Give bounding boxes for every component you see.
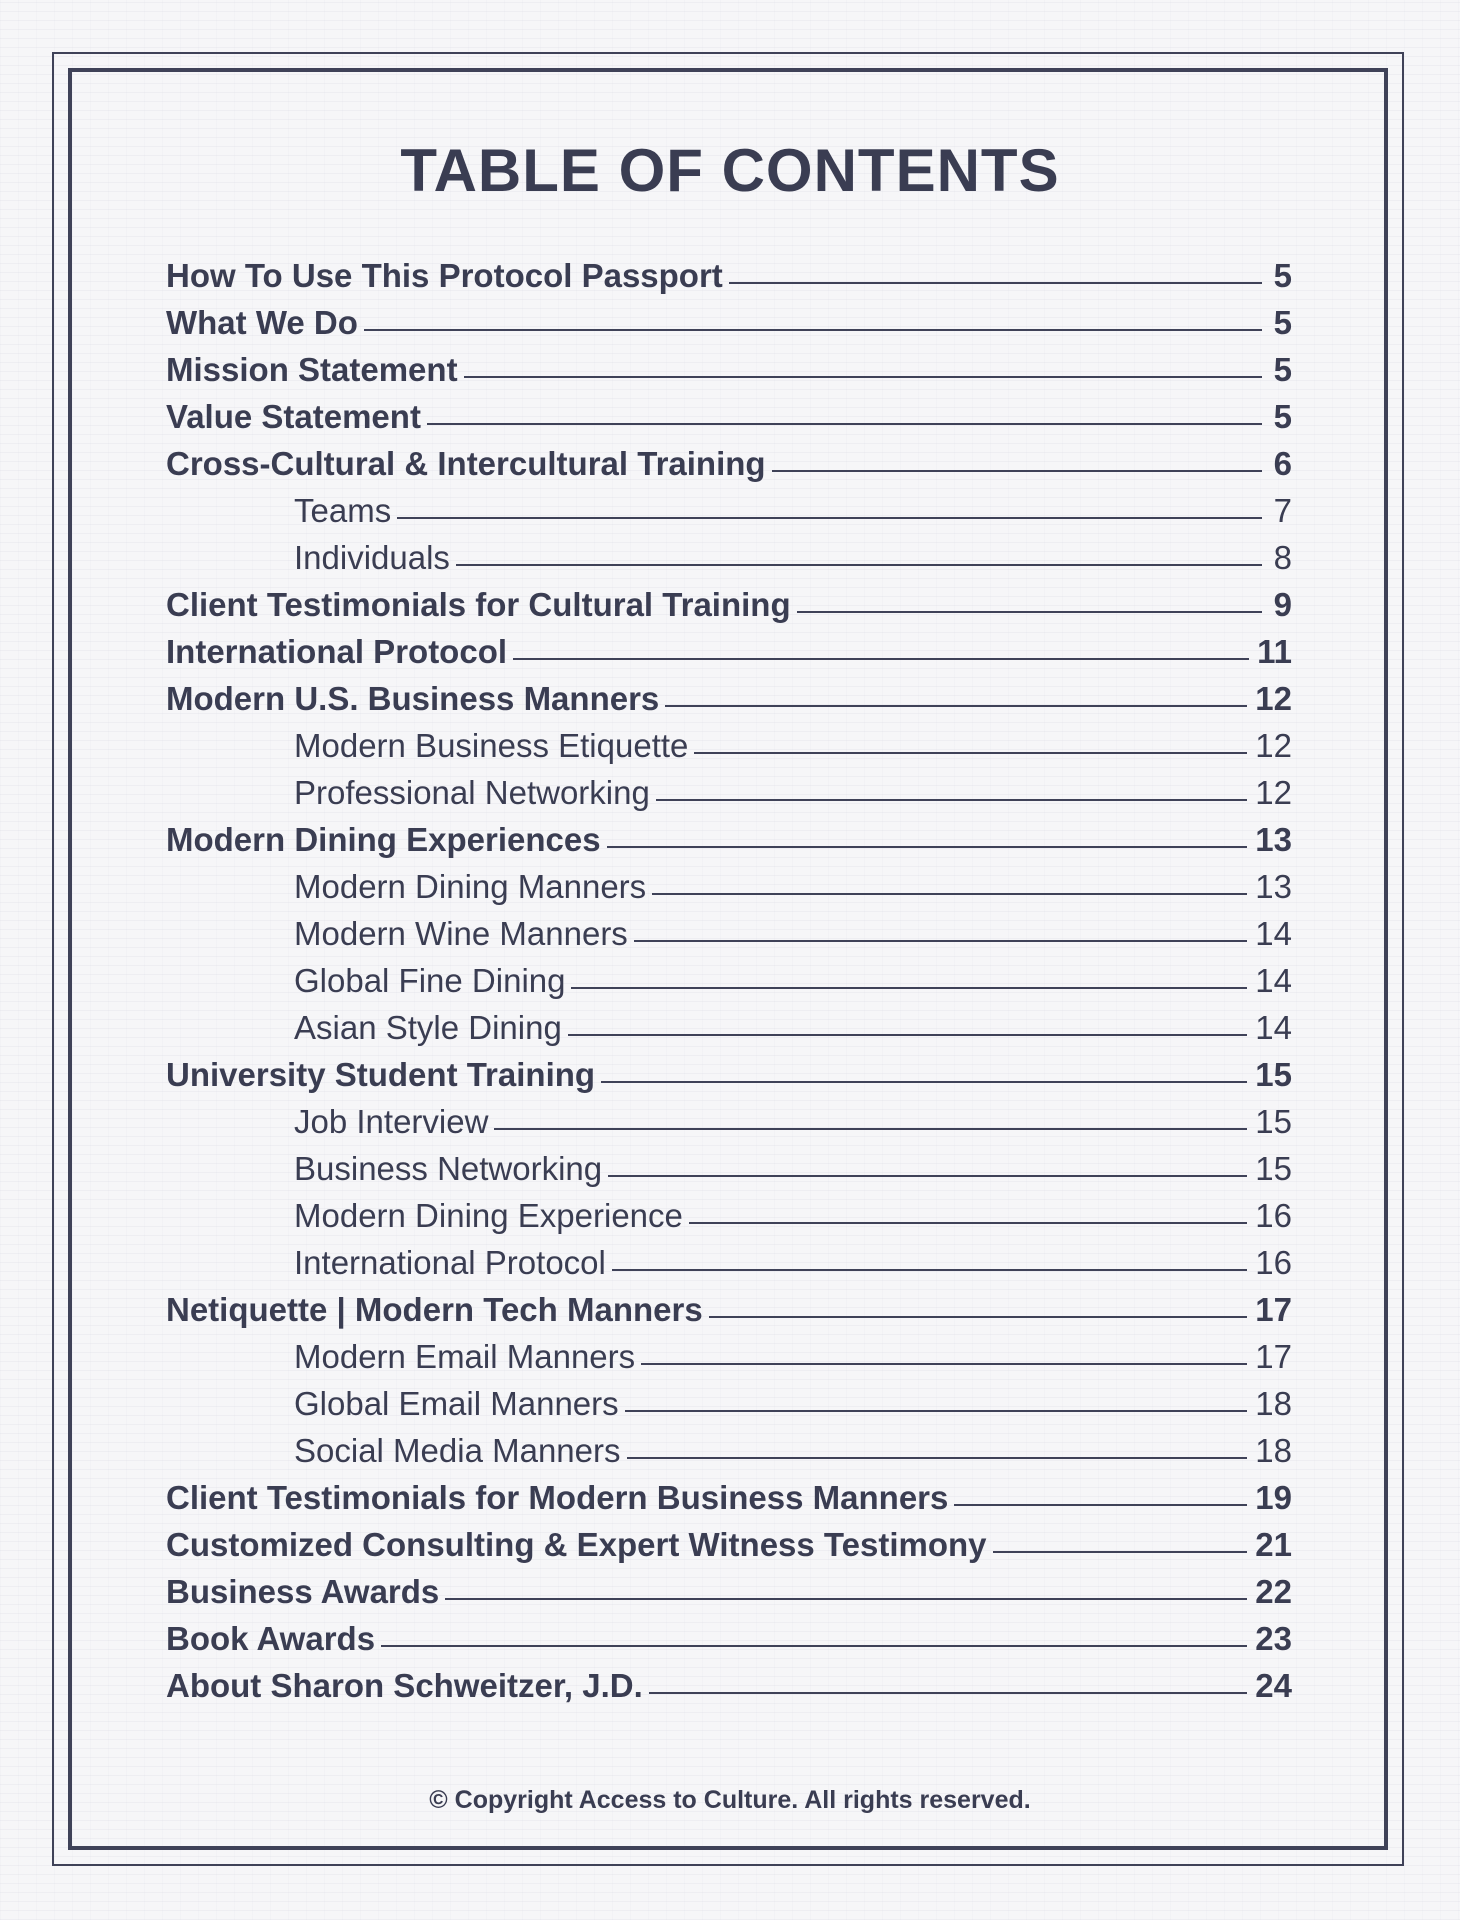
toc-subentry[interactable] <box>166 487 1292 534</box>
toc-entry-label: Individuals <box>294 539 450 576</box>
toc-page-number: 18 <box>1255 1432 1292 1469</box>
toc-page-number: 5 <box>1273 351 1292 388</box>
toc-page-number: 12 <box>1255 680 1292 717</box>
toc-leader-line <box>513 658 1249 660</box>
toc-entry-label: Netiquette | Modern Tech Manners <box>166 1291 703 1328</box>
toc-entry-label: Job Interview <box>294 1103 489 1140</box>
toc-entry-label: Business Networking <box>294 1150 603 1187</box>
toc-leader-line <box>364 329 1262 331</box>
toc-leader-line <box>601 1081 1247 1083</box>
toc-entry-label: Modern Dining Experiences <box>166 821 601 858</box>
toc-leader-line <box>456 564 1262 566</box>
toc-entry-label: International Protocol <box>294 1244 606 1281</box>
toc-subentry[interactable] <box>166 957 1292 1004</box>
toc-page-number: 23 <box>1255 1620 1292 1657</box>
table-of-contents <box>166 252 1292 1709</box>
toc-entry-label: Social Media Manners <box>294 1432 621 1469</box>
toc-leader-line <box>797 611 1262 613</box>
toc-entry-label: International Protocol <box>166 633 508 670</box>
toc-leader-line <box>649 1692 1248 1694</box>
toc-leader-line <box>464 376 1262 378</box>
toc-subentry[interactable] <box>166 910 1292 957</box>
toc-entry-label: Client Testimonials for Cultural Training <box>166 586 791 623</box>
toc-page-number: 22 <box>1255 1573 1292 1610</box>
toc-page-number: 17 <box>1255 1291 1292 1328</box>
toc-entry[interactable] <box>166 675 1292 722</box>
toc-leader-line <box>954 1504 1247 1506</box>
toc-entry[interactable] <box>166 1474 1292 1521</box>
toc-page-number: 14 <box>1255 1009 1292 1046</box>
toc-entry[interactable] <box>166 1286 1292 1333</box>
toc-entry-label: Modern Dining Manners <box>294 868 647 905</box>
toc-page-number: 12 <box>1255 727 1292 764</box>
toc-entry[interactable] <box>166 1662 1292 1709</box>
toc-subentry[interactable] <box>166 534 1292 581</box>
toc-page-number: 15 <box>1255 1103 1292 1140</box>
toc-leader-line <box>694 752 1247 754</box>
toc-page-number: 5 <box>1273 398 1292 435</box>
toc-page-number: 5 <box>1273 257 1292 294</box>
toc-entry[interactable] <box>166 393 1292 440</box>
toc-leader-line <box>993 1551 1248 1553</box>
toc-entry[interactable] <box>166 346 1292 393</box>
toc-entry[interactable] <box>166 1051 1292 1098</box>
toc-entry-label: Global Fine Dining <box>294 962 566 999</box>
toc-subentry[interactable] <box>166 1098 1292 1145</box>
toc-page-number: 14 <box>1255 915 1292 952</box>
toc-leader-line <box>634 940 1247 942</box>
toc-leader-line <box>729 282 1262 284</box>
toc-leader-line <box>397 517 1262 519</box>
toc-leader-line <box>627 1457 1248 1459</box>
toc-subentry[interactable] <box>166 1333 1292 1380</box>
toc-page-number: 24 <box>1255 1667 1292 1704</box>
toc-page-number: 13 <box>1255 868 1292 905</box>
toc-entry-label: How To Use This Protocol Passport <box>166 257 723 294</box>
toc-leader-line <box>607 846 1248 848</box>
toc-page-number: 17 <box>1255 1338 1292 1375</box>
toc-leader-line <box>494 1128 1247 1130</box>
toc-entry-label: Modern U.S. Business Manners <box>166 680 660 717</box>
toc-leader-line <box>709 1316 1248 1318</box>
toc-entry-label: Modern Business Etiquette <box>294 727 689 764</box>
toc-page-number: 18 <box>1255 1385 1292 1422</box>
toc-page-number: 8 <box>1273 539 1292 576</box>
toc-page-number: 5 <box>1273 304 1292 341</box>
toc-subentry[interactable] <box>166 1004 1292 1051</box>
toc-leader-line <box>445 1598 1247 1600</box>
toc-entry-label: University Student Training <box>166 1056 596 1093</box>
toc-subentry[interactable] <box>166 722 1292 769</box>
toc-subentry[interactable] <box>166 769 1292 816</box>
toc-page-number: 14 <box>1255 962 1292 999</box>
toc-entry[interactable] <box>166 299 1292 346</box>
toc-page-number: 15 <box>1255 1056 1292 1093</box>
toc-leader-line <box>665 705 1247 707</box>
toc-leader-line <box>612 1269 1247 1271</box>
toc-entry-label: Modern Email Manners <box>294 1338 636 1375</box>
toc-page-number: 11 <box>1257 633 1292 670</box>
toc-leader-line <box>689 1222 1247 1224</box>
toc-entry-label: Global Email Manners <box>294 1385 619 1422</box>
toc-leader-line <box>427 423 1262 425</box>
toc-entry-label: Client Testimonials for Modern Business Manners <box>166 1479 949 1516</box>
toc-entry-label: Value Statement <box>166 398 421 435</box>
toc-page-number: 15 <box>1255 1150 1292 1187</box>
toc-subentry[interactable] <box>166 1145 1292 1192</box>
toc-entry-label: Book Awards <box>166 1620 376 1657</box>
toc-entry[interactable] <box>166 1615 1292 1662</box>
toc-entry[interactable] <box>166 581 1292 628</box>
toc-entry[interactable] <box>166 1568 1292 1615</box>
toc-leader-line <box>625 1410 1248 1412</box>
toc-subentry[interactable] <box>166 1427 1292 1474</box>
page-title: TABLE OF CONTENTS <box>400 137 1060 204</box>
toc-subentry[interactable] <box>166 1192 1292 1239</box>
toc-page-number: 16 <box>1255 1197 1292 1234</box>
toc-page-number: 7 <box>1273 492 1292 529</box>
toc-subentry[interactable] <box>166 1239 1292 1286</box>
toc-entry-label: Mission Statement <box>166 351 458 388</box>
toc-entry-label: What We Do <box>166 304 358 341</box>
toc-page-number: 16 <box>1255 1244 1292 1281</box>
toc-entry-label: Customized Consulting & Expert Witness Testimony <box>166 1526 987 1563</box>
toc-leader-line <box>381 1645 1247 1647</box>
toc-subentry[interactable] <box>166 1380 1292 1427</box>
copyright-footer: © Copyright Access to Culture. All rights reserved. <box>429 1786 1031 1814</box>
toc-subentry[interactable] <box>166 863 1292 910</box>
toc-entry[interactable] <box>166 628 1292 675</box>
toc-entry[interactable] <box>166 440 1292 487</box>
toc-entry-label: Business Awards <box>166 1573 440 1610</box>
toc-entry[interactable] <box>166 1521 1292 1568</box>
toc-page-number: 21 <box>1255 1526 1292 1563</box>
toc-entry-label: Teams <box>294 492 392 529</box>
toc-leader-line <box>608 1175 1247 1177</box>
toc-page-number: 9 <box>1273 586 1292 623</box>
toc-entry[interactable] <box>166 816 1292 863</box>
toc-entry-label: About Sharon Schweitzer, J.D. <box>166 1667 643 1704</box>
toc-entry-label: Modern Dining Experience <box>294 1197 683 1234</box>
toc-leader-line <box>656 799 1247 801</box>
toc-leader-line <box>652 893 1247 895</box>
toc-page-number: 6 <box>1273 445 1292 482</box>
toc-leader-line <box>571 987 1247 989</box>
toc-entry-label: Modern Wine Manners <box>294 915 628 952</box>
toc-entry-label: Cross-Cultural & Intercultural Training <box>166 445 766 482</box>
toc-leader-line <box>641 1363 1247 1365</box>
toc-entry[interactable] <box>166 252 1292 299</box>
toc-page-number: 13 <box>1255 821 1292 858</box>
toc-leader-line <box>772 470 1262 472</box>
toc-page-number: 12 <box>1255 774 1292 811</box>
toc-entry-label: Professional Networking <box>294 774 650 811</box>
toc-page-number: 19 <box>1255 1479 1292 1516</box>
toc-entry-label: Asian Style Dining <box>294 1009 562 1046</box>
toc-leader-line <box>568 1034 1247 1036</box>
